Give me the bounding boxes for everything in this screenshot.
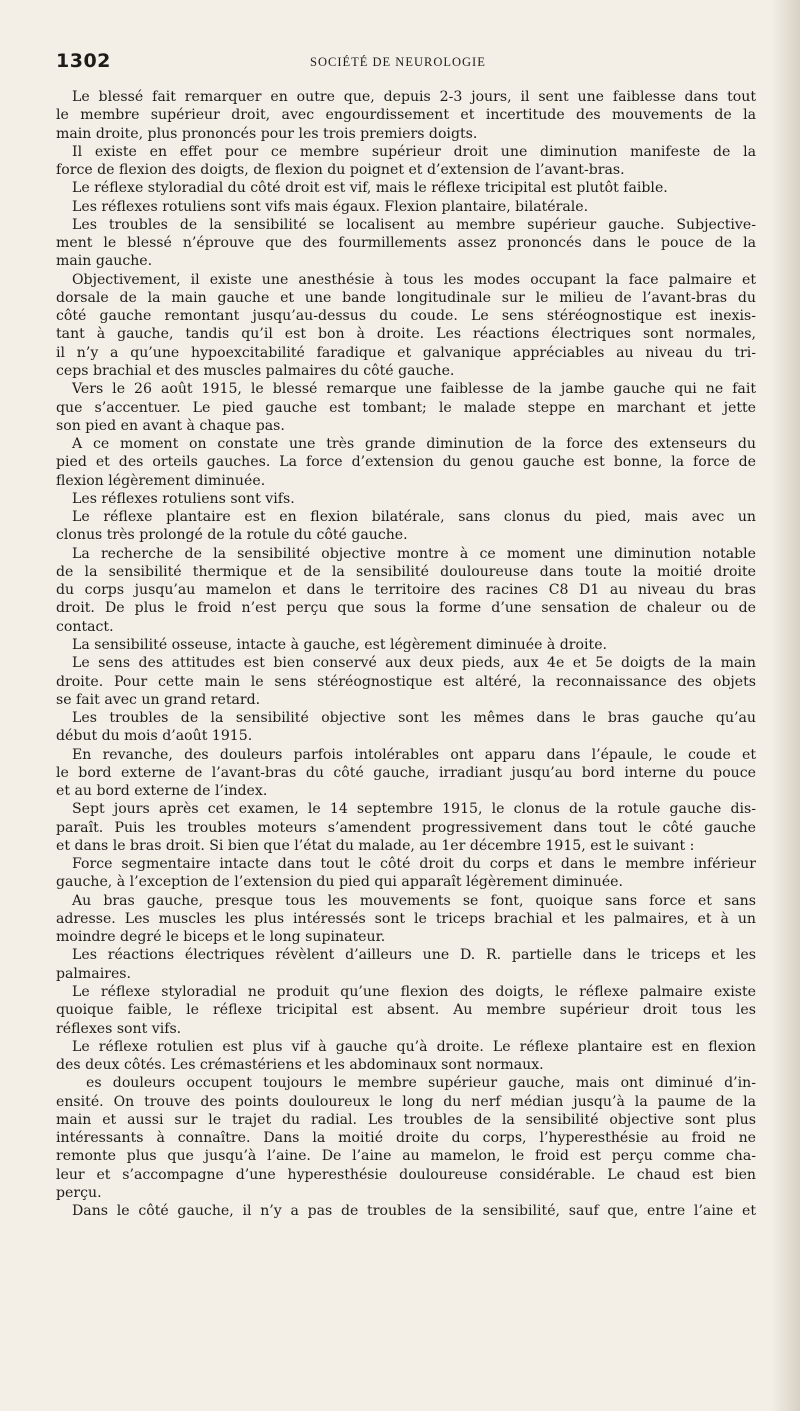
text-line: ment le blessé n’éprouve que des fourmillements assez prononcés dans le pouce de la	[56, 235, 756, 252]
text-line: et au bord externe de l’index.	[56, 783, 268, 800]
text-line: et dans le bras droit. Si bien que l’état du malade, au 1er décembre 1915, est le suivant :	[56, 837, 695, 854]
text-line: adresse. Les muscles les plus intéressés sont le triceps brachial et les palmaires, et à un	[56, 910, 756, 927]
text-line: ensité. On trouve des points douloureux le long du nerf médian jusqu’à la paume de la	[56, 1093, 756, 1110]
text-line: La recherche de la sensibilité objective montre à ce moment une diminution notable	[72, 545, 756, 562]
page-number: 1302	[56, 50, 111, 72]
text-line: Objectivement, il existe une anesthésie à tous les modes occupant la face palmaire et	[72, 271, 756, 288]
text-line: droite. Pour cette main le sens stéréognostique est altéré, la reconnaissance des objets	[56, 673, 756, 690]
text-line: réflexes sont vifs.	[56, 1020, 182, 1037]
text-line: En revanche, des douleurs parfois intolérables ont apparu dans l’épaule, le coude et	[72, 746, 756, 763]
text-line: perçu.	[56, 1184, 102, 1201]
text-line: paraît. Puis les troubles moteurs s’amendent progressivement dans tout le côté gauche	[56, 819, 756, 836]
text-line: côté gauche remontant jusqu’au-dessus du coude. Le sens stéréognostique est inexis-	[56, 308, 756, 325]
text-line: Dans le côté gauche, il n’y a pas de troubles de la sensibilité, sauf que, entre l’aine et	[72, 1203, 756, 1220]
text-line: dorsale de la main gauche et une bande longitudinale sur le milieu de l’avant-bras du	[56, 289, 756, 306]
text-line: main droite, plus prononcés pour les trois premiers doigts.	[56, 125, 478, 142]
text-line: quoique faible, le réflexe tricipital est absent. Au membre supérieur droit tous les	[56, 1002, 756, 1019]
text-line: ceps brachial et des muscles palmaires du côté gauche.	[56, 362, 455, 379]
text-line: Les réactions électriques révèlent d’ailleurs une D. R. partielle dans le triceps et les	[72, 947, 756, 964]
text-line: des deux côtés. Les crémastériens et les abdominaux sont normaux.	[56, 1057, 544, 1074]
text-line: contact.	[56, 618, 114, 635]
text-line: que s’accentuer. Le pied gauche est tombant; le malade steppe en marchant et jette	[56, 399, 756, 416]
text-line: Les réflexes rotuliens sont vifs.	[72, 490, 295, 507]
text-line: Le réflexe rotulien est plus vif à gauche qu’à droite. Le réflexe plantaire est en flexion	[72, 1038, 756, 1055]
text-line: Le réflexe plantaire est en flexion bilatérale, sans clonus du pied, mais avec un	[72, 509, 756, 526]
text-line: palmaires.	[56, 965, 131, 982]
text-line: remonte plus que jusqu’à l’aine. De l’aine au mamelon, le froid est perçu comme cha-	[56, 1148, 756, 1165]
text-line: force de flexion des doigts, de flexion du poignet et d’extension de l’avant-bras.	[56, 162, 625, 179]
text-line: son pied en avant à chaque pas.	[56, 417, 285, 434]
running-title: SOCIÉTÉ DE NEUROLOGIE	[310, 55, 486, 69]
text-line: tant à gauche, tandis qu’il est bon à droite. Les réactions électriques sont normales,	[56, 326, 756, 343]
page-edge-shadow	[772, 0, 800, 1411]
text-line: le membre supérieur droit, avec engourdissement et incertitude des mouvements de la	[56, 107, 756, 124]
page-header	[56, 50, 756, 74]
text-line: Les troubles de la sensibilité objective sont les mêmes dans le bras gauche qu’au	[72, 710, 756, 727]
text-line: Le réflexe styloradial du côté droit est vif, mais le réflexe tricipital est plutôt faible.	[72, 180, 668, 197]
text-line: Les réflexes rotuliens sont vifs mais égaux. Flexion plantaire, bilatérale.	[72, 198, 589, 215]
text-line: Au bras gauche, presque tous les mouvements se font, quoique sans force et sans	[72, 892, 756, 909]
text-line: es douleurs occupent toujours le membre supérieur gauche, mais ont diminué d’in-	[86, 1075, 756, 1092]
text-line: main et aussi sur le trajet du radial. Les troubles de la sensibilité objective sont plus	[56, 1111, 756, 1128]
text-line: Sept jours après cet examen, le 14 septembre 1915, le clonus de la rotule gauche dis-	[72, 801, 756, 818]
text-line: début du mois d’août 1915.	[56, 728, 253, 745]
text-line: se fait avec un grand retard.	[56, 691, 261, 708]
text-line: clonus très prolongé de la rotule du côté gauche.	[56, 527, 408, 544]
text-line: Le sens des attitudes est bien conservé aux deux pieds, aux 4e et 5e doigts de la main	[72, 655, 756, 672]
text-line: Les troubles de la sensibilité se localisent au membre supérieur gauche. Subjective-	[72, 216, 756, 233]
text-line: intéressants à connaître. Dans la moitié droite du corps, l’hyperesthésie au froid ne	[56, 1130, 756, 1147]
text-line: Force segmentaire intacte dans tout le côté droit du corps et dans le membre inférieur	[72, 856, 756, 873]
text-line: main gauche.	[56, 253, 153, 270]
text-line: pied et des orteils gauches. La force d’extension du genou gauche est bonne, la force de	[56, 454, 756, 471]
text-line: Vers le 26 août 1915, le blessé remarque une faiblesse de la jambe gauche qui ne fait	[72, 381, 756, 398]
text-line: gauche, à l’exception de l’extension du pied qui apparaît légèrement diminuée.	[56, 874, 623, 891]
text-line: il n’y a qu’une hypoexcitabilité faradique et galvanique appréciables au niveau du tri-	[56, 344, 756, 361]
body-text	[56, 88, 756, 1220]
text-line: de la sensibilité thermique et de la sensibilité douloureuse dans toute la moitié droite	[56, 563, 756, 580]
text-line: La sensibilité osseuse, intacte à gauche, est légèrement diminuée à droite.	[72, 636, 608, 653]
text-line: A ce moment on constate une très grande diminution de la force des extenseurs du	[72, 436, 756, 453]
text-line: du corps jusqu’au mamelon et dans le territoire des racines C8 D1 au niveau du bras	[56, 582, 756, 599]
text-line: flexion légèrement diminuée.	[56, 472, 266, 489]
text-line: le bord externe de l’avant-bras du côté gauche, irradiant jusqu’au bord interne du pouce	[56, 764, 756, 781]
text-line: Il existe en effet pour ce membre supérieur droit une diminution manifeste de la	[72, 143, 756, 160]
text-line: leur et s’accompagne d’une hyperesthésie douloureuse considérable. Le chaud est bien	[56, 1166, 756, 1183]
text-line: moindre degré le biceps et le long supinateur.	[56, 929, 386, 946]
text-line: droit. De plus le froid n’est perçu que sous la forme d’une sensation de chaleur ou de	[56, 600, 756, 617]
text-line: Le blessé fait remarquer en outre que, depuis 2-3 jours, il sent une faiblesse dans tout	[72, 89, 756, 105]
text-line: Le réflexe styloradial ne produit qu’une flexion des doigts, le réflexe palmaire existe	[72, 984, 756, 1001]
